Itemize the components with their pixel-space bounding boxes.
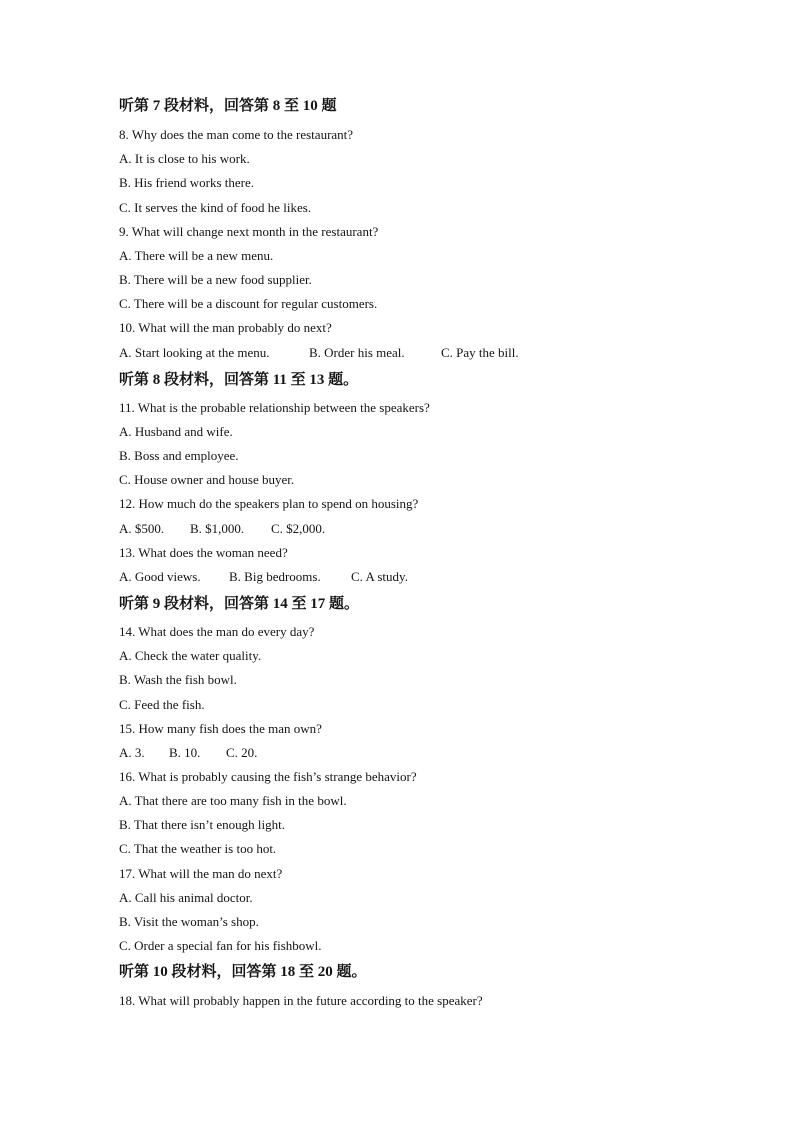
option-c: C. A study. bbox=[351, 569, 408, 584]
option-c: C. That the weather is too hot. bbox=[119, 841, 277, 856]
question-stem: 14. What does the man do every day? bbox=[119, 624, 315, 639]
question-stem: 12. How much do the speakers plan to spend on housing? bbox=[119, 496, 419, 511]
option-a: A. There will be a new menu. bbox=[119, 248, 274, 263]
option-b: B. 10. bbox=[169, 745, 201, 760]
question-stem: 11. What is the probable relationship between the speakers? bbox=[119, 400, 430, 415]
question-stem: 17. What will the man do next? bbox=[119, 866, 283, 881]
option-b: B. That there isn’t enough light. bbox=[119, 817, 285, 832]
option-a: A. 3. bbox=[119, 745, 145, 760]
option-c: C. House owner and house buyer. bbox=[119, 472, 295, 487]
option-b: B. There will be a new food supplier. bbox=[119, 272, 312, 287]
question-stem: 16. What is probably causing the fish’s strange behavior? bbox=[119, 769, 417, 784]
option-a: A. Call his animal doctor. bbox=[119, 890, 253, 905]
question-stem: 10. What will the man probably do next? bbox=[119, 320, 332, 335]
section-heading: 听第 10 段材料，回答第 18 至 20 题。 bbox=[119, 964, 367, 980]
option-b: B. His friend works there. bbox=[119, 175, 255, 190]
option-c: C. It serves the kind of food he likes. bbox=[119, 200, 312, 215]
option-c: C. Order a special fan for his fishbowl. bbox=[119, 938, 322, 953]
option-c: C. There will be a discount for regular customers. bbox=[119, 296, 378, 311]
question-stem: 18. What will probably happen in the future according to the speaker? bbox=[119, 993, 483, 1008]
option-a: A. It is close to his work. bbox=[119, 151, 250, 166]
section-heading: 听第 9 段材料，回答第 14 至 17 题。 bbox=[119, 596, 360, 612]
question-stem: 13. What does the woman need? bbox=[119, 545, 288, 560]
option-a: A. Start looking at the menu. bbox=[119, 345, 270, 360]
option-a: A. That there are too many fish in the bowl. bbox=[119, 793, 347, 808]
option-c: C. $2,000. bbox=[271, 521, 326, 536]
question-stem: 15. How many fish does the man own? bbox=[119, 721, 322, 736]
option-b: B. Visit the woman’s shop. bbox=[119, 914, 259, 929]
option-c: C. Pay the bill. bbox=[441, 345, 519, 360]
option-b: B. Wash the fish bowl. bbox=[119, 672, 237, 687]
option-b: B. Order his meal. bbox=[309, 345, 405, 360]
option-b: B. Boss and employee. bbox=[119, 448, 239, 463]
section-heading: 听第 8 段材料，回答第 11 至 13 题。 bbox=[119, 372, 359, 388]
option-c: C. 20. bbox=[226, 745, 258, 760]
option-c: C. Feed the fish. bbox=[119, 697, 205, 712]
option-a: A. Check the water quality. bbox=[119, 648, 262, 663]
question-stem: 9. What will change next month in the restaurant? bbox=[119, 224, 379, 239]
question-stem: 8. Why does the man come to the restaurant? bbox=[119, 127, 354, 142]
option-b: B. Big bedrooms. bbox=[229, 569, 321, 584]
option-b: B. $1,000. bbox=[190, 521, 245, 536]
section-heading: 听第 7 段材料，回答第 8 至 10 题 bbox=[119, 98, 337, 114]
option-a: A. Good views. bbox=[119, 569, 201, 584]
option-a: A. Husband and wife. bbox=[119, 424, 233, 439]
option-a: A. $500. bbox=[119, 521, 165, 536]
